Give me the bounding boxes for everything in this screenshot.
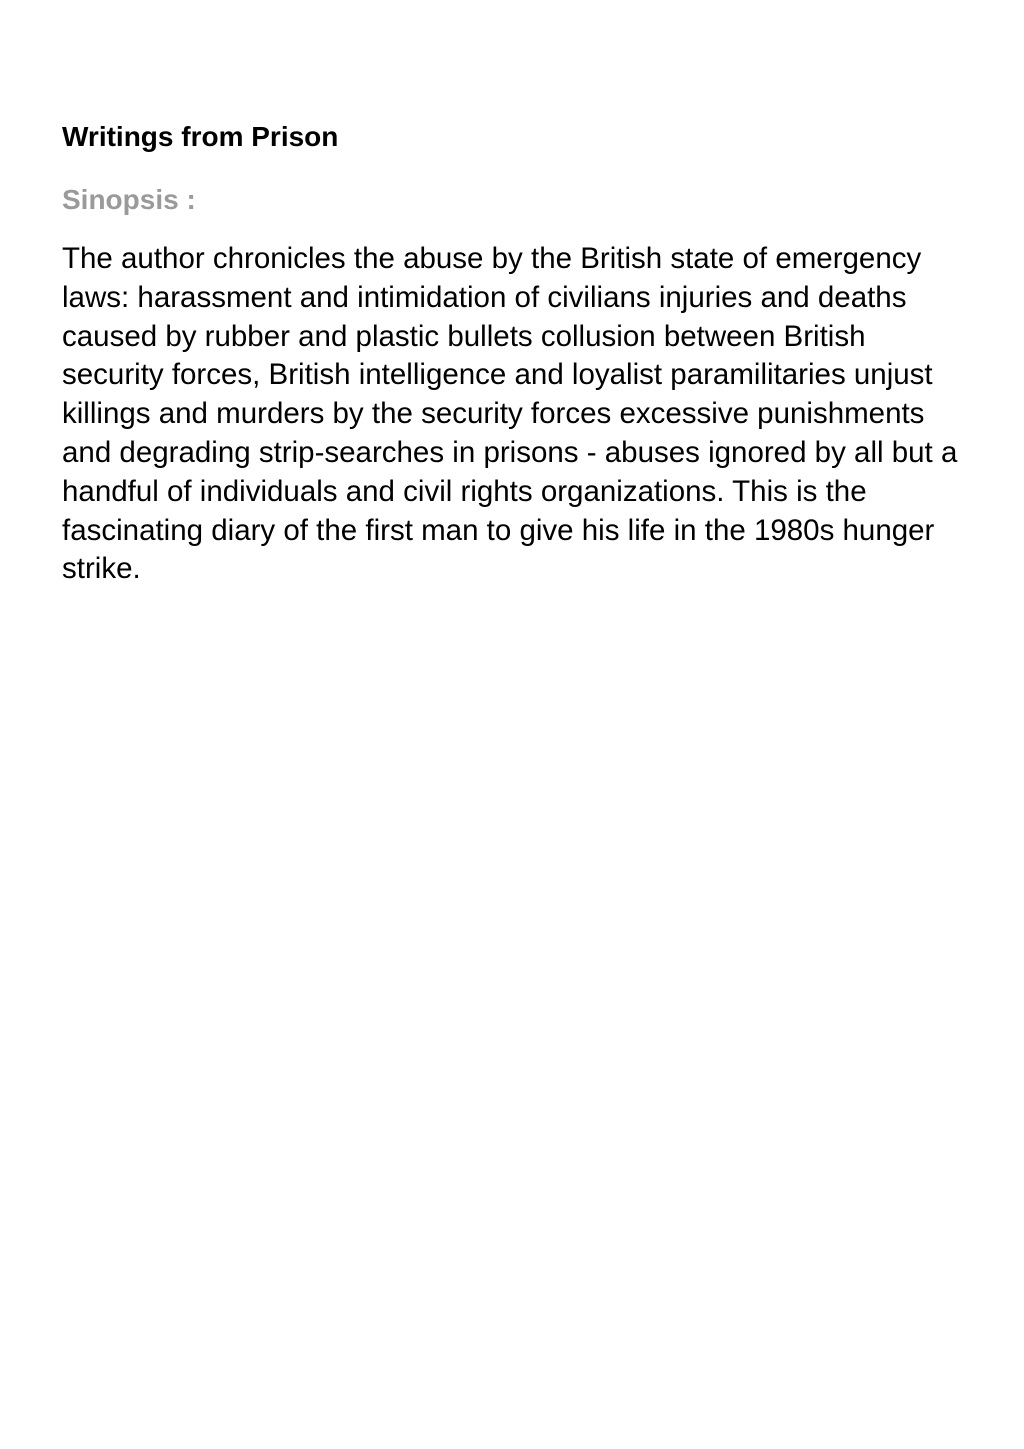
document-page bbox=[62, 118, 982, 589]
synopsis-label: Sinopsis : bbox=[62, 184, 196, 215]
synopsis-text: The author chronicles the abuse by the British state of emergency laws: harassment and intimidation of civilians injuries and deaths caused by rubber and plastic bullets collusion between British security forces, British intelligence and loyalist paramilitaries unjust killings and murders by the security forces excessive punishments and degrading strip-searches in prisons - abuses ignored by all but a handful of individuals and civil rights organizations. This is the fascinating diary of the first man to give his life in the 1980s hunger strike. bbox=[62, 242, 958, 586]
book-title: Writings from Prison bbox=[62, 121, 339, 152]
